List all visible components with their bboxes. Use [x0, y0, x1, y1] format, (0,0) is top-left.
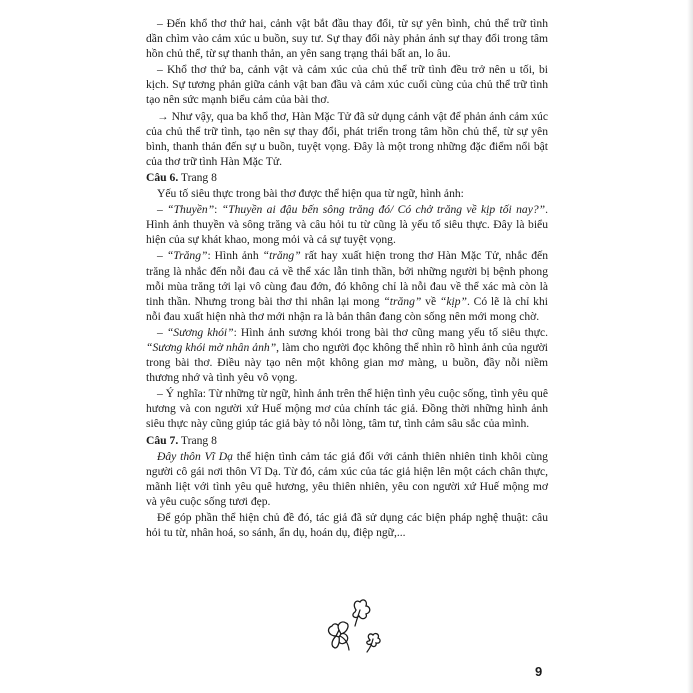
page-body — [146, 16, 548, 541]
term-mist: “Sương khói” — [166, 325, 234, 339]
question-7-label: Câu 7. — [146, 433, 179, 447]
paragraph-moon-c: về — [421, 294, 440, 308]
paragraph-stanza-three: – Khổ thơ thứ ba, cảnh vật và cảm xúc của chủ thể trữ tình đều trở nên u tối, bi kịch. Sự tương phản giữa cảnh vật ban đầu và cảm xúc cuối cùng của chủ thể trữ tình tạo nên sức mạnh biểu cảm của bài thơ. — [146, 63, 548, 107]
question-6-heading — [146, 170, 548, 185]
dash: – — [157, 325, 167, 339]
question-7-heading — [146, 433, 548, 448]
paragraph-mist-b: , làm cho người đọc không thể nhìn rõ hình ảnh của người trong bài thơ. Điều này tạo nên một không gian mơ màng, u buồn, đầy nỗi niềm thương nhớ và tình yêu vô vọng. — [146, 340, 548, 385]
paragraph-moon-a: : Hình ảnh — [207, 249, 263, 263]
term-moon: “Trăng” — [166, 249, 208, 263]
paragraph-boat — [146, 202, 548, 247]
question-7-page: Trang 8 — [178, 433, 217, 447]
paragraph-conclusion: → Như vậy, qua ba khổ thơ, Hàn Mặc Tử đã sử dụng cảnh vật để phản ánh cảm xúc của chủ thể trữ tình, tạo nên sự thay đổi, phát triển trong tâm hồn chủ thể, từ sự yên bình, thanh thản đến sự u buồn, tuyệt vọng. Đây là một trong những đặc điểm nổi bật của thơ trữ tình Hàn Mặc Tử. — [146, 109, 548, 168]
clover-icon — [322, 596, 386, 656]
paragraph-stanza-two: – Đến khổ thơ thứ hai, cảnh vật bắt đầu thay đổi, từ sự yên bình, chủ thể trữ tình dần chìm vào cảm xúc u buồn, suy tư. Sự thay đổi này phản ánh sự thay đổi trong tâm hồn chủ thể, từ sự thanh thản, an yên sang trạng thái bất an, lo âu. — [146, 17, 548, 61]
page-number: 9 — [535, 664, 543, 679]
poem-title: Đây thôn Vĩ Dạ — [157, 449, 233, 463]
paragraph-techniques: Để góp phần thể hiện chủ đề đó, tác giả đã sử dụng các biện pháp nghệ thuật: câu hỏi tu từ, nhân hoá, so sánh, ẩn dụ, hoán dụ, điệp ngữ,... — [146, 511, 548, 540]
term-moon-3: “trăng” — [383, 294, 422, 308]
poem-quote-mist: “Sương khói mờ nhân ảnh” — [146, 340, 277, 354]
paragraph-theme — [146, 449, 548, 509]
paragraph-moon-d: . Có lẽ là chỉ khi nỗi đau xuất hiện nhà thơ mới nhận ra là bản thân đang còn sống nên mới mong chờ. — [146, 294, 548, 323]
term-boat: “Thuyền” — [167, 203, 215, 217]
question-6-label: Câu 6. — [146, 170, 179, 184]
term-moon-2: “trăng” — [262, 249, 301, 263]
colon: : — [214, 203, 222, 217]
question-6-page: Trang 8 — [178, 170, 217, 184]
paragraph-moon-b: rất hay xuất hiện trong thơ Hàn Mặc Tử, nhắc đến trăng là nhắc đến nỗi đau cả về thể xác lẫn tinh thần, bởi những người bị bệnh phong mỗi mùa trăng tới lại vô cùng đau đớn, đó không chỉ là nỗi đau về thể xác mà còn là tinh thần. Nhưng trong bài thơ thi nhân lại mong — [146, 249, 549, 308]
paragraph-mist-a: : Hình ảnh sương khói trong bài thơ cũng mang yếu tố siêu thực. — [233, 325, 548, 339]
page-edge-shadow — [687, 0, 693, 693]
dash: – — [157, 203, 168, 217]
paragraph-moon — [146, 248, 548, 323]
poem-quote-boat: “Thuyền ai đậu bến sông trăng đó/ Có chở trăng về kịp tối nay?” — [221, 203, 546, 217]
term-in-time: “kịp” — [439, 294, 467, 308]
paragraph-boat-rest: . Hình ảnh thuyền và sông trăng và câu hỏi tu từ cũng là yếu tố siêu thực. Đây là biểu hiện của sự khát khao, mong mỏi và cả sự tuyệt vọng. — [146, 203, 548, 247]
paragraph-theme-rest: thể hiện tình cảm tác giả đối với cảnh thiên nhiên tinh khôi cùng người cô gái nơi thôn Vĩ Dạ. Từ đó, cảm xúc của tác giả hiện lên một cách chân thực, mãnh liệt với tình yêu quê hương, yêu thiên nhiên, yêu con người xứ Huế mộng mơ và yêu cuộc sống tươi đẹp. — [146, 449, 548, 508]
paragraph-mist — [146, 325, 548, 385]
paragraph-meaning: – Ý nghĩa: Từ những từ ngữ, hình ảnh trên thể hiện tình yêu cuộc sống, tình yêu quê hương và con người xứ Huế mộng mơ của chính tác giả. Đồng thời những hình ảnh siêu thực này cũng giúp tác giả bày tỏ nỗi lòng, tâm tư, tình cảm sâu sắc của mình. — [146, 387, 548, 431]
dash: – — [157, 249, 167, 263]
paragraph-surreal-intro: Yếu tố siêu thực trong bài thơ được thể hiện qua từ ngữ, hình ảnh: — [157, 187, 464, 201]
